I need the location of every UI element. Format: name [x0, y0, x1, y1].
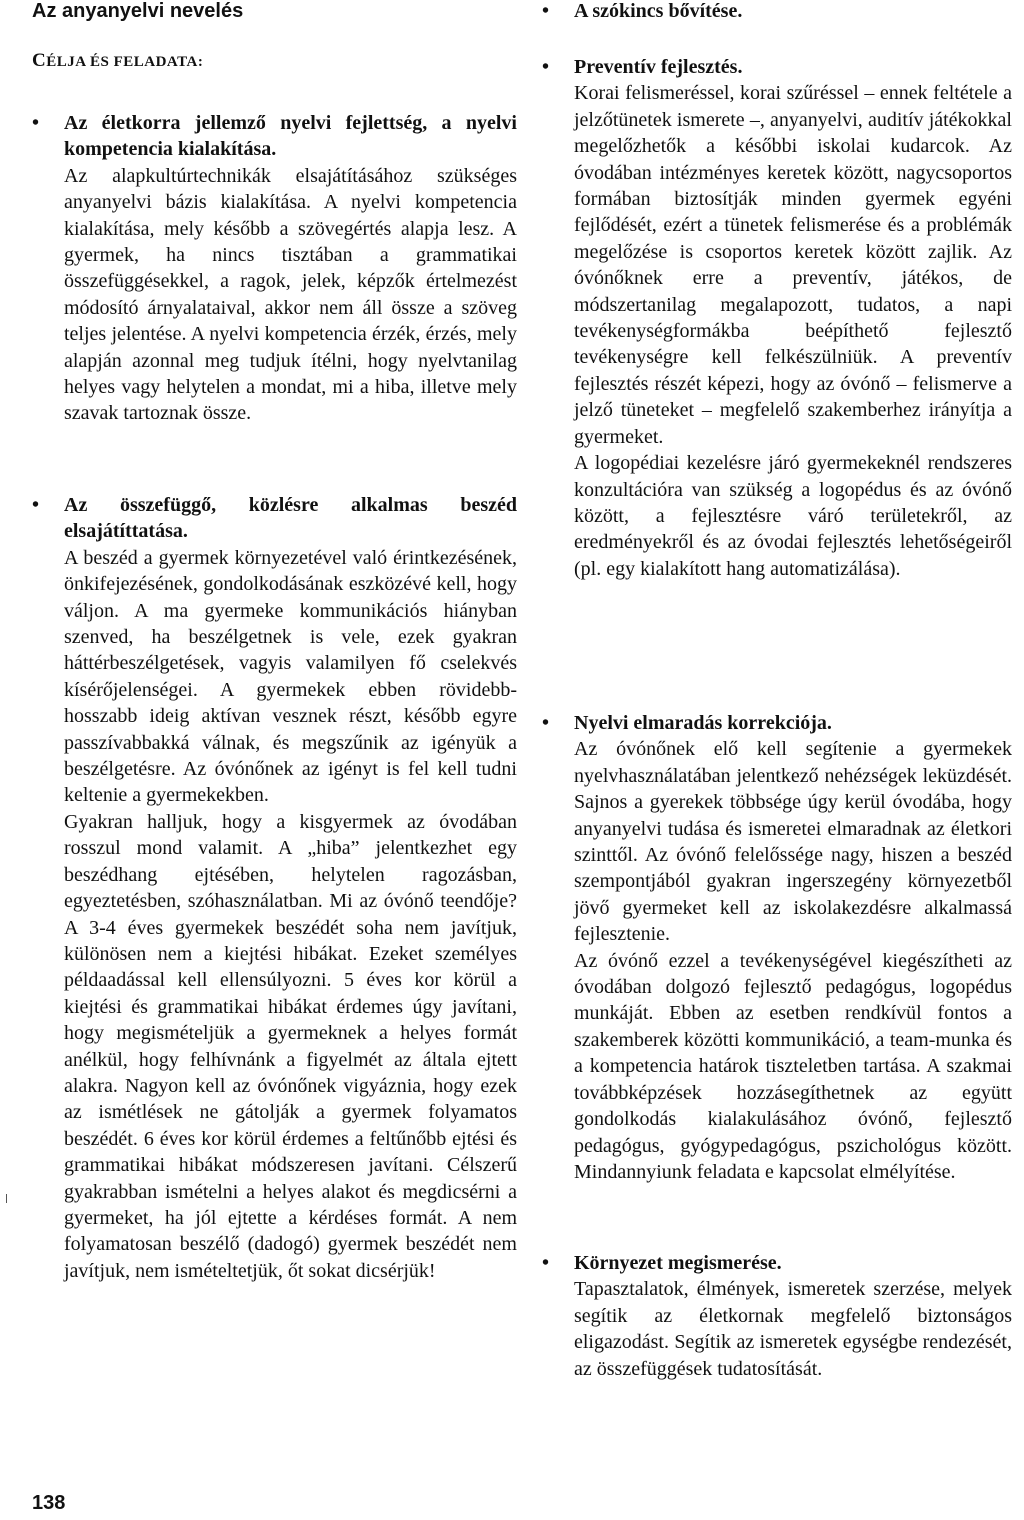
item-body [542, 80, 1012, 582]
bullet-icon: • [32, 112, 40, 134]
margin-mark [6, 1194, 7, 1203]
item-title: Nyelvi elmaradás korrekciója. [574, 712, 832, 734]
list-item [542, 0, 1012, 24]
page-number: 138 [32, 1492, 66, 1514]
item-paragraph: Gyakran halljuk, hogy a kisgyermek az óvodában rosszul mond valamit. A „hiba” jelentkezhet egy beszédhang ejtésében, helytelen ragozásban, egyeztetésben, szóhasználatban. Mi az óvónő teendője? A 3-4 éves gyermekek beszédét soha nem javítjuk, különösen nem a kiejtési hibákat. Ezeket személyes példaadással kell ellensúlyozni. 5 éves kor körül a kiejtési és grammatikai hibákat érdemes úgy javítani, hogy megismételjük a gyermeknek a helyes formát anélkül, hogy felhívnánk a figyelmét az általa ejtett alakra. Nagyon kell az óvónőnek vigyáznia, hogy ezek az ismétlések ne gátolják a gyermek folyamatos beszédét. 6 éves kor körül érdemes a feltűnőbb ejtési és grammatikai hibákat módszeresen javítani. Célszerű gyakrabban ismételni a helyes alakot és megdicsérni a gyermeket, ha jól ejtette a kérdéses formát. A nem folyamatosan beszélő (dadogó) gyermek beszédét nem javítjuk, nem ismételtetjük, őt sokat dicsérjük! [64, 810, 517, 1282]
bullet-icon: • [542, 1252, 550, 1274]
item-paragraph: Az alapkultúrtechnikák elsajátításához szükséges anyanyelvi bázis kialakítása. A nyelvi kompetencia kialakítása, mely később a szövegértés alapja lesz. A gyermek, ha nincs tisztában a grammatikai összefüggésekkel, a ragok, jelek, képzők értelmezést módosító árnyalataival, akkor nem áll össze a szöveg teljes jelentése. A nyelvi kompetencia érzék, érzés, mely alapján azonnal meg tudjuk ítélni, hogy nyelvtanilag helyes vagy helytelen a mondat, mi a hiba, illetve mely szavak tartoznak össze. [64, 164, 517, 425]
item-body [32, 163, 517, 427]
item-paragraph: A logopédiai kezelésre járó gyermekeknél rendszeres konzultációra van szükség a logopédus és az óvónő között, a fejlesztésre váró területekről, az eredményekről és az óvodai fejlesztés lehetőségeiről (pl. egy kialakított hang automatizálása). [574, 452, 1012, 580]
item-title: Az életkorra jellemző nyelvi fejlettség, a nyelvi kompetencia kialakítása. [64, 112, 517, 161]
item-paragraph: Az óvónő ezzel a tevékenységével kiegészítheti az óvodában dolgozó fejlesztő pedagógus, logopédus munkáját. Ebben az esetben rendkívül fontos a szakemberek közötti kommunikáció, a team-munka és a kompetencia határok tiszteletben tartása. A szakmai továbbképzések hozzásegíthetnek az együtt gondolkodás kialakulásához óvónő, fejlesztő pedagógus, gyógypedagógus, pszichológus között. Mindannyiunk feladata e kapcsolat elmélyítése. [574, 949, 1012, 1183]
bullet-icon: • [542, 0, 550, 22]
running-head: Az anyanyelvi nevelés [32, 0, 244, 22]
item-title: A szókincs bővítése. [574, 0, 743, 22]
section-title-smallcaps: ÉLJA ÉS FELADATA: [46, 54, 204, 70]
bullet-icon: • [542, 712, 550, 734]
list-item [32, 110, 517, 427]
list-item [542, 710, 1012, 1185]
item-title: Preventív fejlesztés. [574, 56, 743, 78]
item-body [542, 1276, 1012, 1382]
item-title: Környezet megismerése. [574, 1252, 782, 1274]
item-paragraph: Korai felismeréssel, korai szűréssel – ennek feltétele a jelzőtünetek ismerete –, anyanyelvi, auditív játékokkal megelőzhetők a későbbi iskolai kudarcok. Az óvodában intézményes keretek között, nagycsoportos formában biztosítják minden gyermek egyéni fejlődését, ezért a tünetek felismerése és a problémák megelőzése is csoportos keretek között zajlik. Az óvónőknek erre a preventív, játékos, de módszertanilag megalapozott, tudatos, a napi tevékenységformákba beépíthető fejlesztő tevékenységre kell felkészülniük. A preventív fejlesztés részét képezi, hogy az óvónő – felismerve a jelző tüneteket – megfelelő szakemberhez irányítja a gyermeket. [574, 82, 1012, 448]
bullet-icon: • [32, 494, 40, 516]
list-item [542, 54, 1012, 582]
item-title: Az összefüggő, közlésre alkalmas beszéd elsajátíttatása. [64, 494, 517, 543]
section-title [32, 50, 203, 72]
list-item [32, 492, 517, 1284]
section-title-initial: C [32, 50, 47, 71]
item-paragraph: Tapasztalatok, élmények, ismeretek szerzése, melyek segítik az életkornak megfelelő biztonságos eligazodást. Segítik az ismeretek egységbe rendezését, az összefüggések tudatosítását. [574, 1278, 1012, 1380]
item-body [32, 545, 517, 1284]
item-paragraph: Az óvónőnek elő kell segítenie a gyermekek nyelvhasználatában jelentkező nehézségek leküzdését. Sajnos a gyerekek többsége úgy kerül óvodába, hogy anyanyelvi tudása és ismeretei elmaradnak az életkori szinttől. Az óvónő felelőssége nagy, hiszen a beszéd szempontjából gyakran ingerszegény környezetből jövő gyermeket kell az iskolakezdésre alkalmassá fejlesztenie. [574, 738, 1012, 946]
bullet-icon: • [542, 56, 550, 78]
list-item [542, 1250, 1012, 1382]
item-body [542, 736, 1012, 1185]
item-paragraph: A beszéd a gyermek környezetével való érintkezésének, önkifejezésének, gondolkodásának eszközévé kell, hogy váljon. A ma gyermeke kommunikációs hiányban szenved, ha beszélgetnek is vele, ezek gyakran háttérbeszélgetések, vagyis valamilyen fő cselekvés kísérőjelenségei. A gyermekek ebben rövidebb-hosszabb ideig aktívan vesznek részt, később egyre passzívabbakká válnak, és megszűnik az igényük a beszélgetésre. Az óvónőnek az igényt is fel kell tudni keltenie a gyermekekben. [64, 546, 517, 807]
